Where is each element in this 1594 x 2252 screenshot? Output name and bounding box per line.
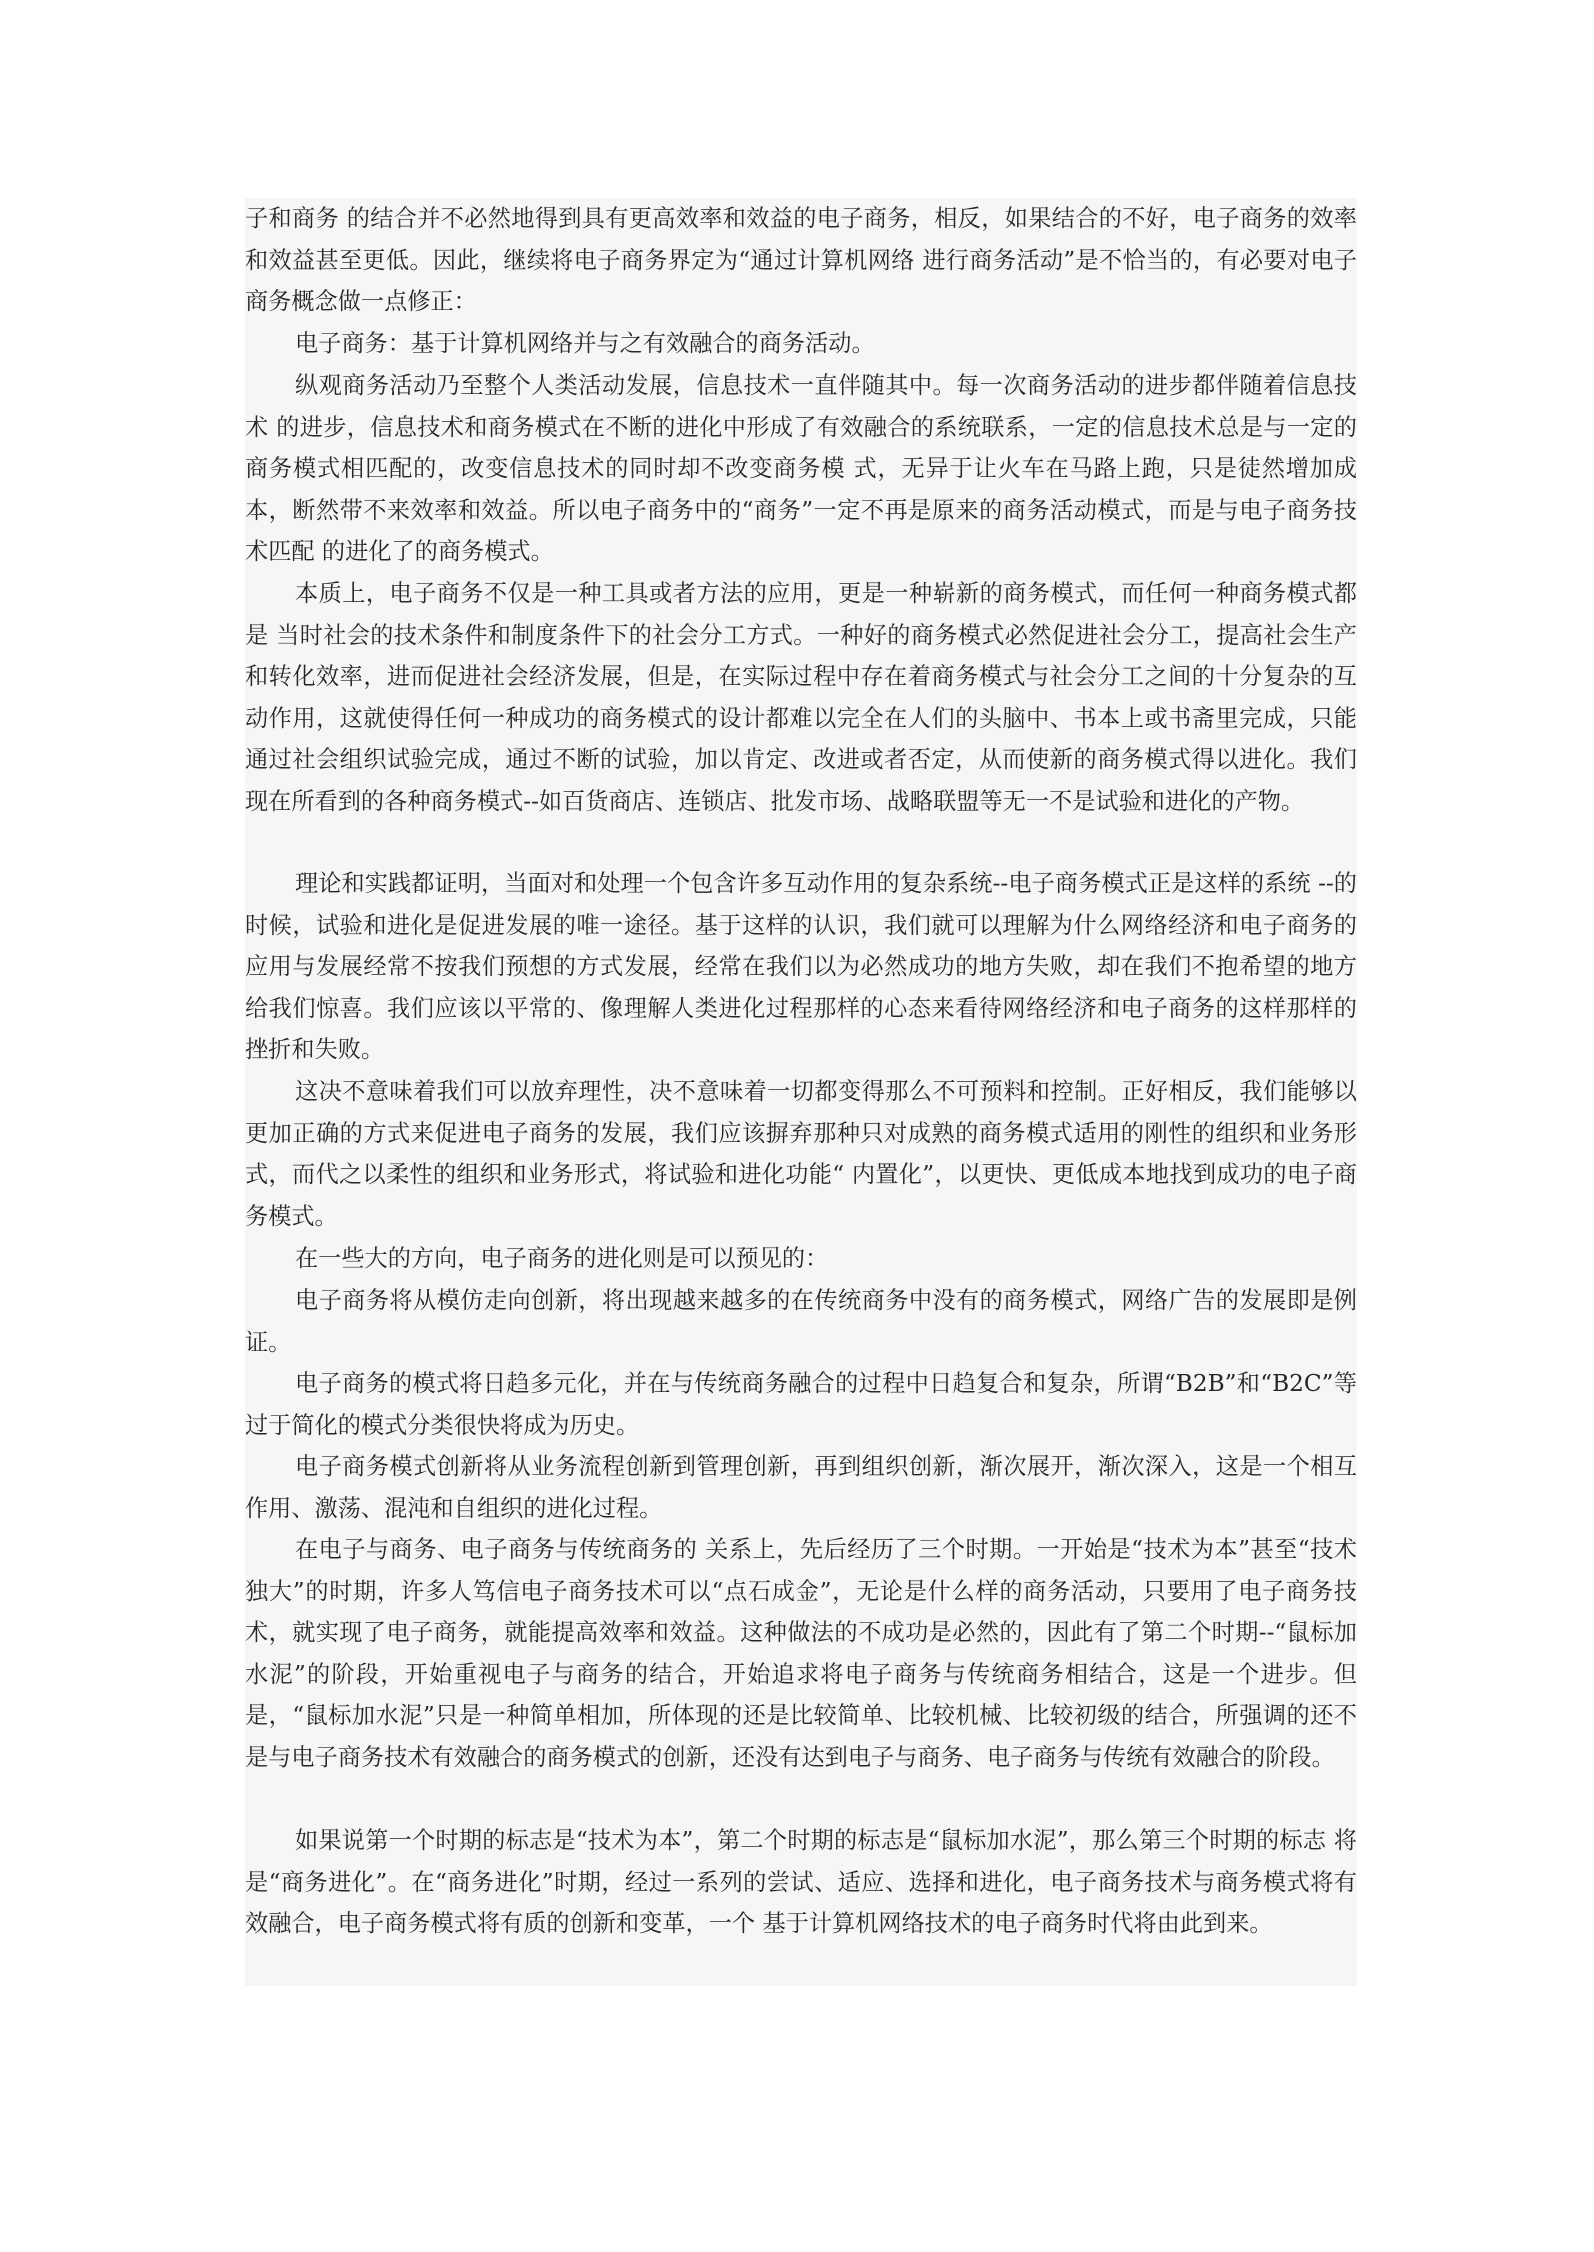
paragraph-6: 这决不意味着我们可以放弃理性，决不意味着一切都变得那么不可预料和控制。正好相反，我们能够以更加正确的方式来促进电子商务的发展，我们应该摒弃那种只对成熟的商务模式适用的刚性的组织和业务形式，而代之以柔性的组织和业务形式，将试验和进化功能“ 内置化”，以更快、更低成本地找到成功的电子商务模式。 (245, 1078, 1357, 1230)
paragraph-8: 电子商务将从模仿走向创新，将出现越来越多的在传统商务中没有的商务模式，网络广告的发展即是例证。 (245, 1287, 1357, 1356)
paragraph-9: 电子商务的模式将日趋多元化，并在与传统商务融合的过程中日趋复合和复杂，所谓“B2B”和“B2C”等过于简化的模式分类很快将成为历史。 (245, 1370, 1357, 1439)
paragraph-1: 子和商务 的结合并不必然地得到具有更高效率和效益的电子商务，相反，如果结合的不好，电子商务的效率和效益甚至更低。因此，继续将电子商务界定为“通过计算机网络 进行商务活动”是不恰当的，有必要对电子商务概念做一点修正： (245, 205, 1357, 315)
paragraph-5: 理论和实践都证明，当面对和处理一个包含许多互动作用的复杂系统--电子商务模式正是这样的系统 --的时候，试验和进化是促进发展的唯一途径。基于这样的认识，我们就可以理解为什么网络经济和电子商务的应用与发展经常不按我们预想的方式发展，经常在我们以为必然成功的地方失败，却在我们不抱希望的地方给我们惊喜。我们应该以平常的、像理解人类进化过程那样的心态来看待网络经济和电子商务的这样那样的挫折和失败。 (245, 870, 1357, 1063)
paragraph-2: 电子商务：基于计算机网络并与之有效融合的商务活动。 (295, 330, 875, 357)
paragraph-4: 本质上，电子商务不仅是一种工具或者方法的应用，更是一种崭新的商务模式，而任何一种商务模式都是 当时社会的技术条件和制度条件下的社会分工方式。一种好的商务模式必然促进社会分工，提高社会生产和转化效率，进而促进社会经济发展，但是，在实际过程中存在着商务模式与社会分工之间的十分复杂的互动作用，这就使得任何一种成功的商务模式的设计都难以完全在人们的头脑中、书本上或书斋里完成，只能通过社会组织试验完成，通过不断的试验，加以肯定、改进或者否定，从而使新的商务模式得以进化。我们现在所看到的各种商务模式--如百货商店、连锁店、批发市场、战略联盟等无一不是试验和进化的产物。 (245, 580, 1357, 815)
text-body (245, 198, 1357, 1986)
paragraph-7: 在一些大的方向，电子商务的进化则是可以预见的： (295, 1245, 829, 1272)
paragraph-3: 纵观商务活动乃至整个人类活动发展，信息技术一直伴随其中。每一次商务活动的进步都伴随着信息技术 的进步，信息技术和商务模式在不断的进化中形成了有效融合的系统联系，一定的信息技术总是与一定的商务模式相匹配的，改变信息技术的同时却不改变商务模 式，无异于让火车在马路上跑，只是徒然增加成本，断然带不来效率和效益。所以电子商务中的“商务”一定不再是原来的商务活动模式，而是与电子商务技术匹配 的进化了的商务模式。 (245, 372, 1357, 565)
paragraph-11: 在电子与商务、电子商务与传统商务的 关系上，先后经历了三个时期。一开始是“技术为本”甚至“技术独大”的时期，许多人笃信电子商务技术可以“点石成金”，无论是什么样的商务活动，只要用了电子商务技术，就实现了电子商务，就能提高效率和效益。这种做法的不成功是必然的，因此有了第二个时期--“鼠标加水泥”的阶段，开始重视电子与商务的结合，开始追求将电子商务与传统商务相结合，这是一个进步。但 是，“鼠标加水泥”只是一种简单相加，所体现的还是比较简单、比较机械、比较初级的结合，所强调的还不是与电子商务技术有效融合的商务模式的创新，还没有达到电子与商务、电子商务与传统有效融合的阶段。 (245, 1536, 1357, 1771)
paragraph-10: 电子商务模式创新将从业务流程创新到管理创新，再到组织创新，渐次展开，渐次深入，这是一个相互作用、激荡、混沌和自组织的进化过程。 (245, 1453, 1357, 1522)
paragraph-12: 如果说第一个时期的标志是“技术为本”，第二个时期的标志是“鼠标加水泥”，那么第三个时期的标志 将是“商务进化”。在“商务进化”时期，经过一系列的尝试、适应、选择和进化，电子商务技术与商务模式将有效融合，电子商务模式将有质的创新和变革，一个 基于计算机网络技术的电子商务时代将由此到来。 (245, 1827, 1357, 1937)
